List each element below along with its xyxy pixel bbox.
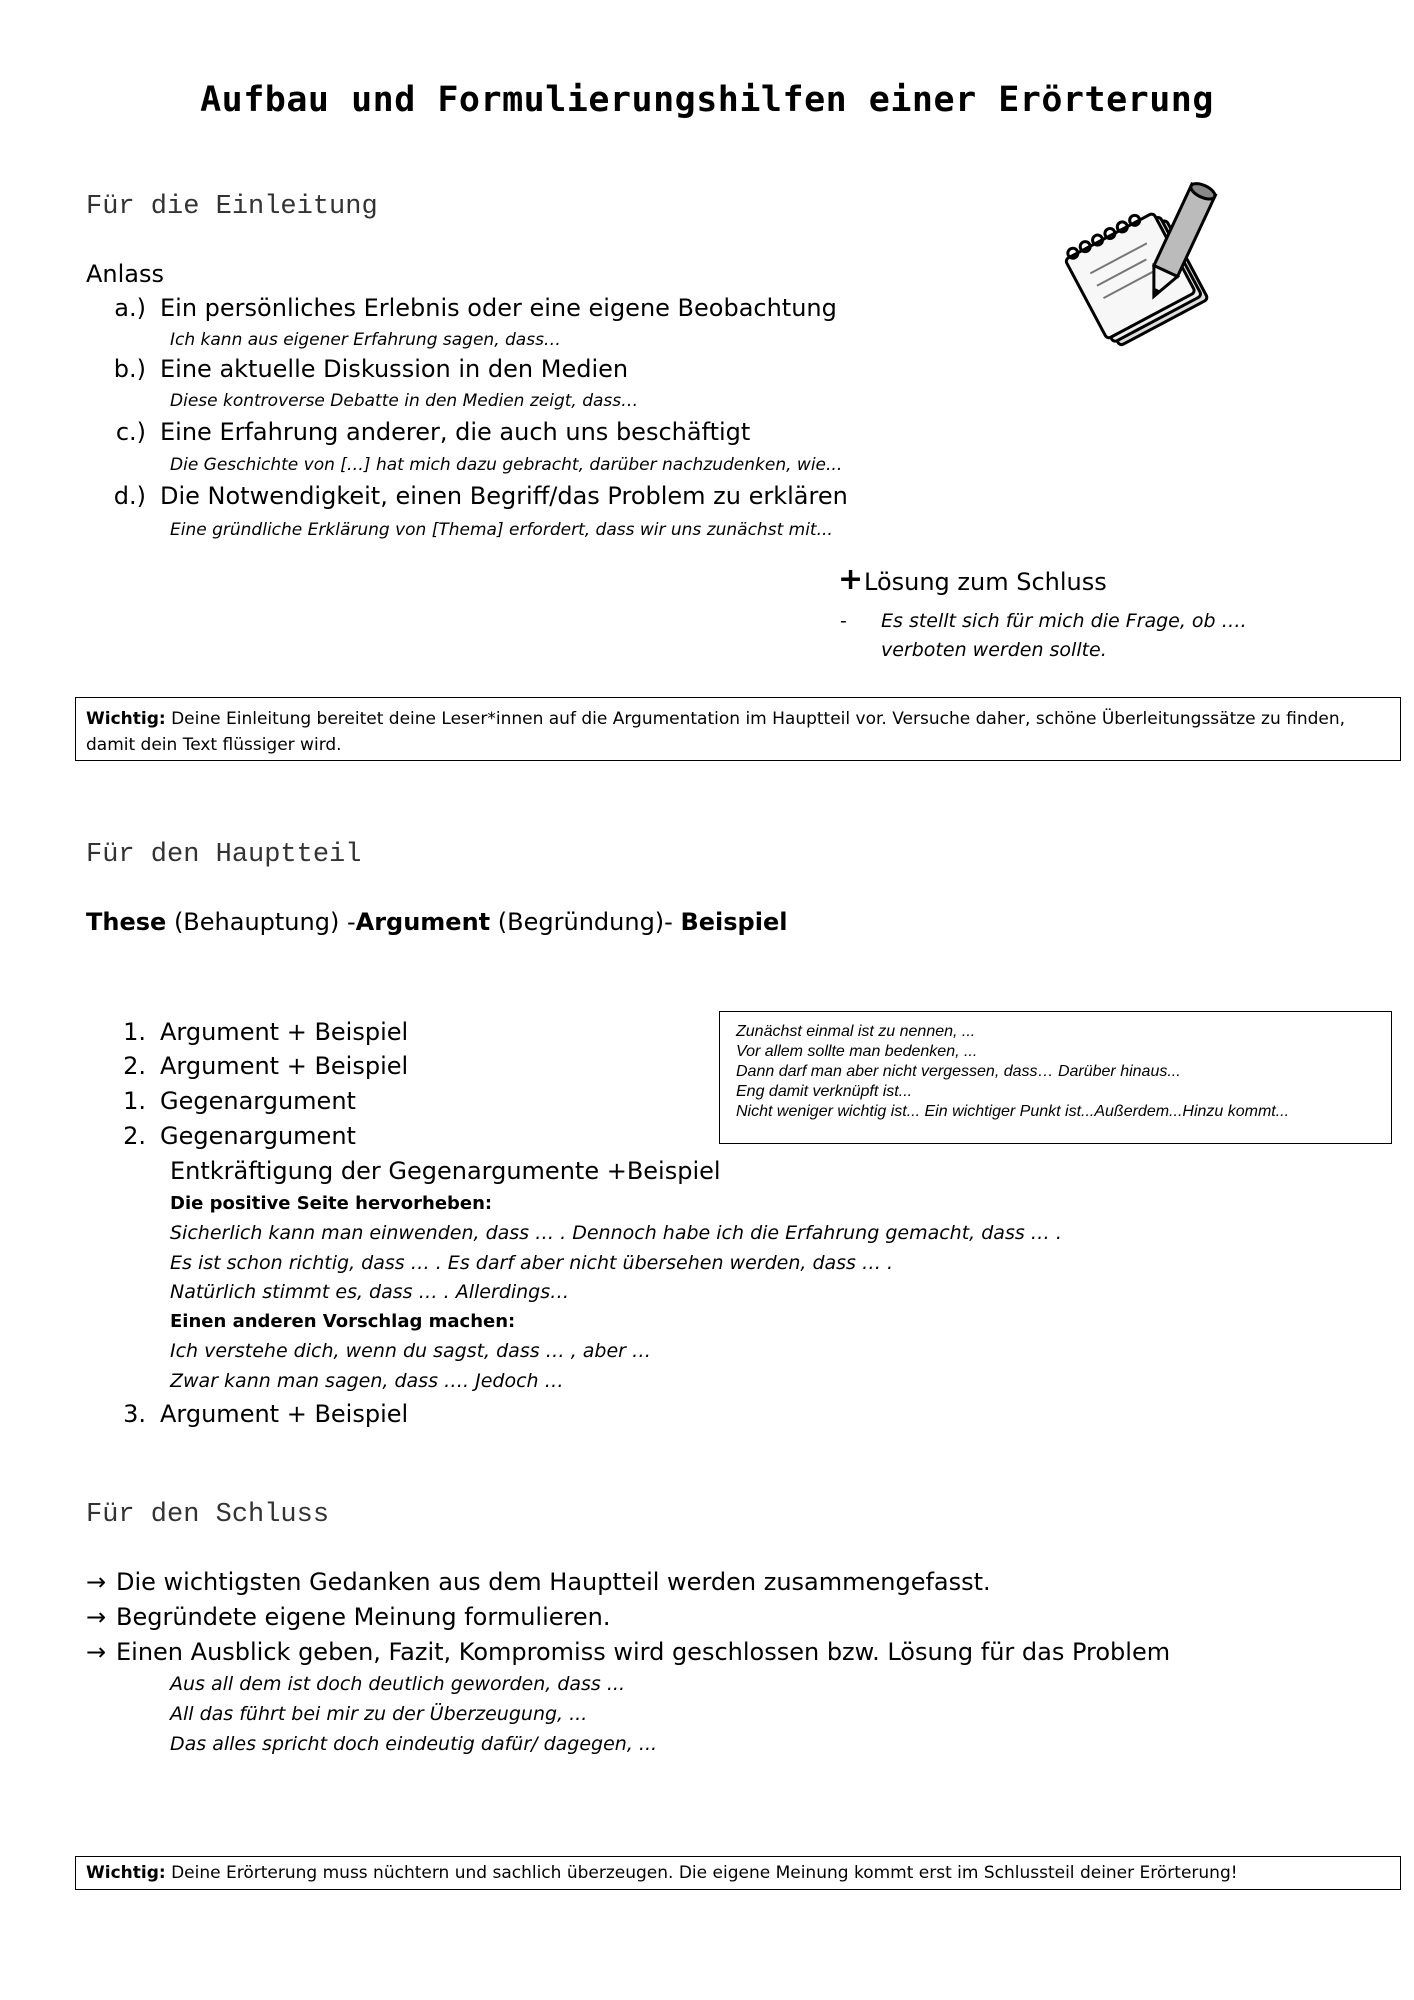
phrase-line: Nicht weniger wichtig ist... Ein wichtiger Punkt ist...Außerdem...Hinzu kommt... [736, 1103, 1290, 1120]
plus-icon: + [838, 562, 864, 597]
wichtig-box-einleitung [75, 697, 1401, 761]
example-text: All das führt bei mir zu der Überzeugung, ... [170, 1703, 588, 1725]
frage-line: verboten werden sollte. [881, 639, 1107, 661]
list-number: 1. [123, 1087, 146, 1115]
wichtig-text: Deine Einleitung bereitet deine Leser*innen auf die Argumentation im Hauptteil vor. Versuche daher, schöne Überleitungssätze zu finden, damit dein Text flüssiger wird. [86, 709, 1346, 755]
list-item-text: Argument + Beispiel [160, 1052, 409, 1080]
example-text: Eine gründliche Erklärung von [Thema] erfordert, dass wir uns zunächst mit... [170, 520, 833, 540]
schluss-point [86, 1603, 610, 1631]
phrase-line: Vor allem sollte man bedenken, ... [736, 1043, 978, 1060]
example-text: Die Geschichte von […] hat mich dazu gebracht, darüber nachzudenken, wie... [170, 455, 843, 475]
list-item [104, 1087, 356, 1115]
list-number: 1. [123, 1018, 146, 1046]
example-text: Natürlich stimmt es, dass … . Allerdings… [170, 1281, 570, 1303]
list-item [104, 482, 848, 510]
section-heading-hauptteil: Für den Hauptteil [86, 840, 362, 870]
list-item-text: Die Notwendigkeit, einen Begriff/das Problem zu erklären [160, 482, 848, 510]
example-text: Aus all dem ist doch deutlich geworden, dass ... [170, 1673, 625, 1695]
phrase-line: Eng damit verknüpft ist... [736, 1083, 913, 1100]
these-paren: (Behauptung) - [173, 908, 356, 936]
example-text: Diese kontroverse Debatte in den Medien zeigt, dass… [170, 391, 639, 411]
positive-heading: Die positive Seite hervorheben: [170, 1193, 493, 1214]
schluss-point-text: Die wichtigsten Gedanken aus dem Hauptteil werden zusammengefasst. [116, 1568, 991, 1596]
list-number: 3. [123, 1400, 146, 1428]
anlass-label: Anlass [86, 260, 165, 288]
beispiel-label: Beispiel [680, 908, 788, 936]
section-heading-schluss: Für den Schluss [86, 1500, 330, 1530]
argument-paren: (Begründung)- [497, 908, 673, 936]
list-item [104, 1052, 408, 1080]
wichtig-box-schluss [75, 1856, 1401, 1890]
list-marker: a.) [114, 294, 146, 322]
schluss-point [86, 1638, 1170, 1666]
arrow-right-icon: → [86, 1638, 107, 1666]
list-item-text: Gegenargument [160, 1087, 356, 1115]
these-argument-beispiel-line [86, 908, 787, 936]
notepad-pencil-icon [1060, 178, 1230, 348]
frage-line: Es stellt sich für mich die Frage, ob …. [881, 610, 1247, 632]
schluss-point-text: Begründete eigene Meinung formulieren. [116, 1603, 611, 1631]
list-item-text: Eine aktuelle Diskussion in den Medien [160, 355, 629, 383]
list-item-text: Ein persönliches Erlebnis oder eine eigene Beobachtung [160, 294, 837, 322]
wichtig-label: Wichtig: [86, 1863, 166, 1883]
vorschlag-heading: Einen anderen Vorschlag machen: [170, 1311, 516, 1332]
wichtig-text: Deine Erörterung muss nüchtern und sachlich überzeugen. Die eigene Meinung kommt erst im Schlussteil deiner Erörterung! [171, 1863, 1238, 1883]
list-item [104, 1122, 356, 1150]
list-marker: d.) [113, 482, 146, 510]
schluss-point [86, 1568, 991, 1596]
example-text: Das alles spricht doch eindeutig dafür/ dagegen, ... [170, 1733, 658, 1755]
list-item [104, 355, 628, 383]
example-text: Es ist schon richtig, dass … . Es darf aber nicht übersehen werden, dass … . [170, 1252, 894, 1274]
these-label: These [86, 908, 167, 936]
argument-label: Argument [355, 908, 491, 936]
phrase-line: Dann darf man aber nicht vergessen, dass… Darüber hinaus... [736, 1063, 1181, 1080]
loesung-label: Lösung zum Schluss [864, 568, 1107, 596]
arrow-right-icon: → [86, 1568, 107, 1596]
page-title: Aufbau und Formulierungshilfen einer Erörterung [200, 80, 1214, 120]
list-item [104, 1018, 408, 1046]
list-item [104, 1400, 408, 1428]
dash-marker: - [840, 610, 847, 632]
list-item-text: Eine Erfahrung anderer, die auch uns beschäftigt [160, 418, 751, 446]
schluss-point-text: Einen Ausblick geben, Fazit, Kompromiss wird geschlossen bzw. Lösung für das Problem [116, 1638, 1171, 1666]
entkraeftigung-text: Entkräftigung der Gegenargumente +Beispiel [170, 1157, 721, 1185]
phrases-box [719, 1011, 1392, 1144]
phrase-line: Zunächst einmal ist zu nennen, ... [736, 1023, 976, 1040]
list-number: 2. [123, 1122, 146, 1150]
list-item [104, 294, 837, 322]
arrow-right-icon: → [86, 1603, 107, 1631]
example-text: Ich kann aus eigener Erfahrung sagen, dass… [170, 330, 561, 350]
example-text: Zwar kann man sagen, dass …. Jedoch … [170, 1370, 564, 1392]
list-marker: c.) [115, 418, 146, 446]
example-text: Ich verstehe dich, wenn du sagst, dass … , aber … [170, 1340, 652, 1362]
section-heading-einleitung: Für die Einleitung [86, 192, 378, 222]
list-item [104, 418, 750, 446]
list-marker: b.) [113, 355, 146, 383]
list-number: 2. [123, 1052, 146, 1080]
example-text: Sicherlich kann man einwenden, dass … . Dennoch habe ich die Erfahrung gemacht, dass … . [170, 1222, 1062, 1244]
list-item-text: Gegenargument [160, 1122, 356, 1150]
list-item-text: Argument + Beispiel [160, 1018, 409, 1046]
list-item-text: Argument + Beispiel [160, 1400, 409, 1428]
wichtig-label: Wichtig: [86, 709, 166, 729]
